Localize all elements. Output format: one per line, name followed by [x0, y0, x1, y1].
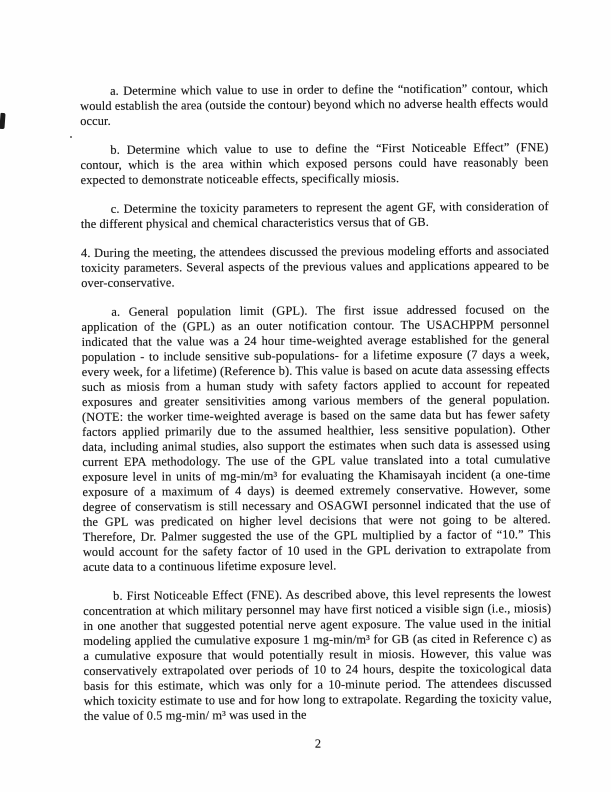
paragraph-task-c: c. Determine the toxicity parameters to represent the agent GF, with consideration of the different physical and chemical characteristics versus that of GB.	[80, 199, 549, 231]
scan-artifact-edge-mark	[0, 113, 6, 129]
paragraph-gpl: a. General population limit (GPL). The first issue addressed focused on the application of the (GPL) as an outer notification contour. The USACHPPM personnel indicated that the value was a 24 hour time-weighted average established for the general population - to include sensitive sub-populations- for a lifetime exposure (7 days a week, every week, for a lifetime) (Reference b). This value is based on acute data assessing effects such as miosis from a human study with safety factors applied to account for repeated exposures and greater sensitivities among various members of the general population. (NOTE: the worker time-weighted average is based on the same data but has fewer safety factors applied primarily due to the assumed healthier, less sensitive population). Other data, including animal studies, also support the estimates when such data is assessed using current EPA methodology. The use of the GPL value translated into a total cumulative exposure level in units of mg-min/m³ for evaluating the Khamisayah incident (a one-time exposure of a maximum of 4 days) is deemed extremely conservative. However, some degree of conservatism is still necessary and OSAGWI personnel indicated that the use of the GPL was predicated on higher level decisions that were not going to be altered. Therefore, Dr. Palmer suggested the use of the GPL multiplied by a factor of “10.” This would account for the safety factor of 10 used in the GPL derivation to extrapolate from acute data to a continuous lifetime exposure level.	[81, 302, 551, 574]
paragraph-task-a: a. Determine which value to use in order to define the “notification” contour, which would establish the area (outside the contour) beyond which no adverse health effects would occur.	[80, 81, 549, 128]
paragraph-section-4: 4. During the meeting, the attendees discussed the previous modeling efforts and associated toxicity parameters. Several aspects of the previous values and applications appeared to be over-conservative.	[80, 243, 550, 290]
paragraph-task-b: b. Determine which value to use to define the “First Noticeable Effect” (FNE) contour, which is the area within which exposed persons could have reasonably been expected to demonstrate noticeable effects, specifically miosis.	[80, 140, 549, 187]
paragraph-fne: b. First Noticeable Effect (FNE). As described above, this level represents the lowest concentration at which military personnel may have first noticed a visible sign (i.e., miosis) in one another that suggested potential nerve agent exposure. The value used in the initial modeling applied the cumulative exposure 1 mg-min/m³ for GB (as cited in Reference c) as a cumulative exposure that would potentially result in miosis. However, this value was conservatively extrapolated over periods of 10 to 24 hours, despite the toxicological data basis for this estimate, which was only for a 10-minute period. The attendees discussed which toxicity estimate to use and for how long to extrapolate. Regarding the toxicity value, the value of 0.5 mg-min/ m³ was used in the	[83, 586, 552, 723]
document-body	[80, 81, 552, 753]
scan-artifact-speck	[70, 136, 72, 138]
page-number: 2	[314, 736, 322, 751]
